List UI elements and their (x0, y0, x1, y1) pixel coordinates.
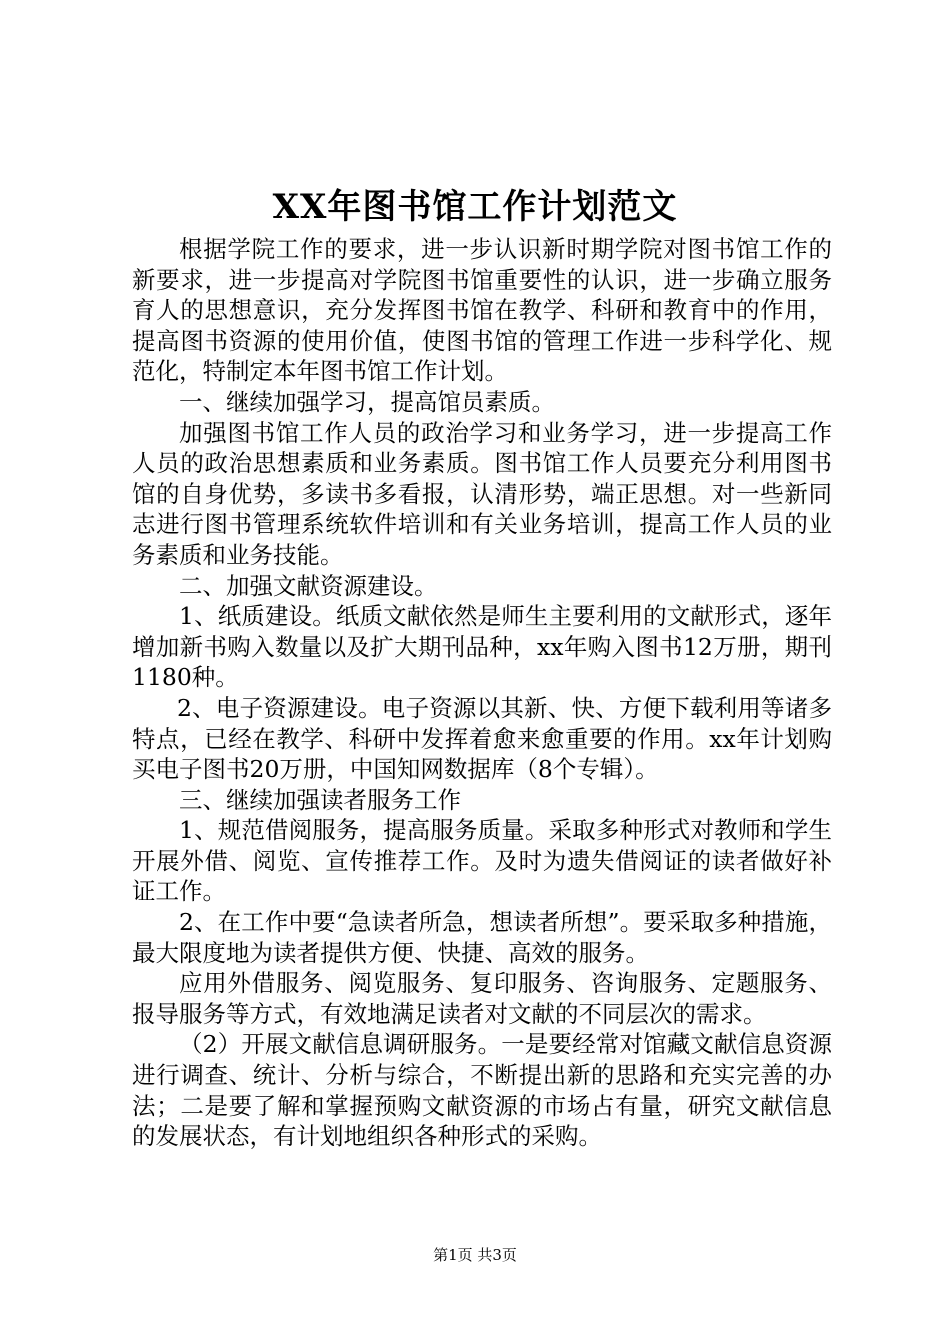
document-body (132, 234, 832, 1152)
page-footer: 第1页 共3页 (433, 1246, 517, 1264)
paragraph-electronic-resources: 2、电子资源建设。电子资源以其新、快、方便下载利用等诸多特点，已经在教学、科研中发挥着愈来愈重要的作用。xx年计划购买电子图书20万册，中国知网数据库（8个专辑）。 (132, 693, 832, 784)
paragraph-paper-resources: 1、纸质建设。纸质文献依然是师生主要利用的文献形式，逐年增加新书购入数量以及扩大期刊品种，xx年购入图书12万册，期刊1180种。 (132, 602, 832, 692)
paragraph-reader-needs: 2、在工作中要“急读者所急，想读者所想”。要采取多种措施，最大限度地为读者提供方便、快捷、高效的服务。 (132, 908, 832, 967)
paragraph-research-service: （2）开展文献信息调研服务。一是要经常对馆藏文献信息资源进行调查、统计、分析与综合，不断提出新的思路和充实完善的办法；二是要了解和掌握预购文献资源的市场占有量，研究文献信息的发展状态，有计划地组织各种形式的采购。 (132, 1030, 832, 1151)
paragraph-lending-service: 1、规范借阅服务，提高服务质量。采取多种形式对教师和学生开展外借、阅览、宣传推荐工作。及时为遗失借阅证的读者做好补证工作。 (132, 816, 832, 906)
section-heading-3: 三、继续加强读者服务工作 (179, 785, 461, 814)
document-title: XX年图书馆工作计划范文 (272, 187, 678, 227)
paragraph-study: 加强图书馆工作人员的政治学习和业务学习，进一步提高工作人员的政治思想素质和业务素质。图书馆工作人员要充分利用图书馆的自身优势，多读书多看报，认清形势，端正思想。对一些新同志进行图书管理系统软件培训和有关业务培训，提高工作人员的业务素质和业务技能。 (132, 418, 832, 569)
section-heading-2: 二、加强文献资源建设。 (179, 571, 438, 600)
paragraph-service-methods: 应用外借服务、阅览服务、复印服务、咨询服务、定题服务、报导服务等方式，有效地满足读者对文献的不同层次的需求。 (132, 969, 832, 1028)
paragraph-intro: 根据学院工作的要求，进一步认识新时期学院对图书馆工作的新要求，进一步提高对学院图书馆重要性的认识，进一步确立服务育人的思想意识，充分发挥图书馆在教学、科研和教育中的作用，提高图书资源的使用价值，使图书馆的管理工作进一步科学化、规范化，特制定本年图书馆工作计划。 (132, 235, 832, 386)
section-heading-1: 一、继续加强学习，提高馆员素质。 (179, 387, 555, 416)
